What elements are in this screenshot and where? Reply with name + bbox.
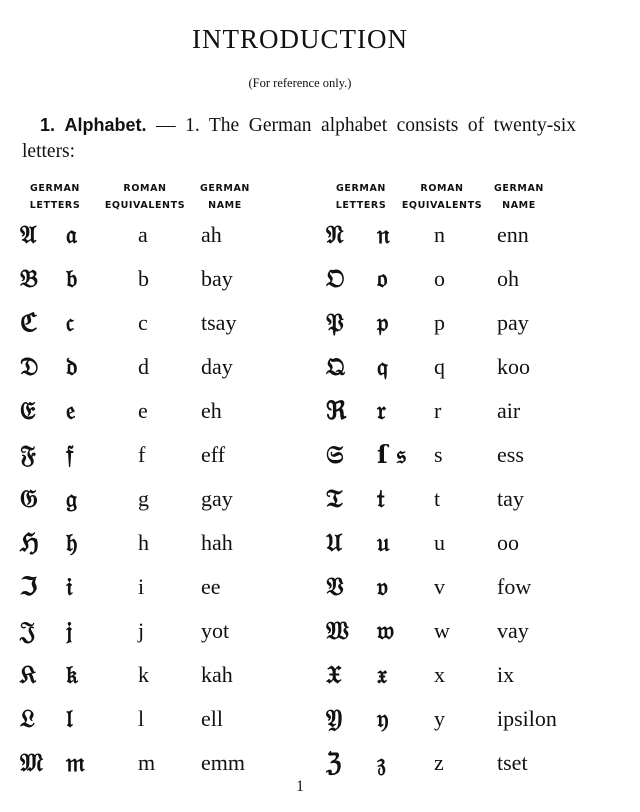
section-number: 1. [40, 115, 56, 135]
fraktur-lower-letter: 𝔥 [66, 528, 78, 557]
german-name: air [497, 398, 521, 423]
german-name: emm [201, 750, 245, 775]
fraktur-lower-letter: 𝔠 [66, 308, 74, 337]
german-name: ell [201, 706, 223, 731]
fraktur-upper-letter: 𝔒 [326, 264, 345, 293]
fraktur-upper-letter: 𝔏 [20, 704, 35, 733]
fraktur-upper-letter: 𝔑 [326, 220, 344, 249]
header-german-letters-right-line1: GERMAN [336, 183, 386, 194]
german-name: koo [497, 354, 530, 379]
german-name: vay [497, 618, 529, 643]
fraktur-upper-letter: 𝔖 [326, 440, 344, 469]
german-name: pay [497, 310, 529, 335]
roman-equivalent: i [138, 574, 145, 599]
roman-equivalent: r [434, 398, 442, 423]
paragraph-text: — 1. The German alphabet consists of twenty-six letters: [22, 115, 576, 162]
fraktur-upper-letter: 𝔛 [326, 660, 342, 689]
roman-equivalent: d [138, 354, 149, 379]
german-name: day [201, 354, 233, 379]
fraktur-lower-letter: 𝔱 [377, 484, 385, 513]
fraktur-lower-letter: 𝔡 [66, 352, 78, 381]
roman-equivalent: e [138, 398, 148, 423]
fraktur-lower-letter: 𝔭 [377, 308, 389, 337]
fraktur-lower-letter: ſ 𝔰 [377, 440, 406, 469]
roman-equivalent: k [138, 662, 149, 687]
fraktur-lower-letter: 𝔶 [377, 704, 389, 733]
fraktur-upper-letter: 𝔉 [20, 440, 36, 469]
fraktur-upper-letter: 𝔇 [20, 352, 39, 381]
fraktur-upper-letter: 𝔚 [326, 616, 349, 645]
german-name: ee [201, 574, 221, 599]
header-german-name [196, 180, 254, 214]
fraktur-upper-letter: 𝔐 [20, 748, 44, 777]
roman-equivalent: g [138, 486, 149, 511]
roman-equivalent: s [434, 442, 443, 467]
fraktur-lower-letter: 𝔩 [66, 704, 73, 733]
fraktur-upper-letter: 𝔓 [326, 308, 344, 337]
fraktur-upper-letter: 𝔘 [326, 528, 343, 557]
fraktur-upper-letter: 𝔈 [20, 396, 36, 425]
german-name: tset [497, 750, 528, 775]
german-name: eh [201, 398, 222, 423]
fraktur-lower-letter: 𝔳 [377, 572, 389, 601]
page-subtitle: (For reference only.) [248, 76, 352, 90]
german-name: kah [201, 662, 233, 687]
roman-equivalent: z [434, 750, 444, 775]
page-title: INTRODUCTION [192, 24, 408, 54]
roman-equivalent: h [138, 530, 149, 555]
german-name: yot [201, 618, 230, 643]
fraktur-upper-letter: 𝔙 [326, 572, 344, 601]
fraktur-lower-letter: 𝔫 [377, 220, 390, 249]
roman-equivalent: y [434, 706, 445, 731]
german-name: oo [497, 530, 519, 555]
roman-equivalent: m [138, 750, 156, 775]
roman-equivalent: p [434, 310, 445, 335]
roman-equivalent: a [138, 222, 148, 247]
fraktur-lower-letter: 𝔷 [377, 748, 386, 777]
fraktur-upper-letter: 𝔔 [326, 352, 345, 381]
fraktur-lower-letter: 𝔲 [377, 528, 390, 557]
fraktur-upper-letter: ℌ [20, 528, 39, 557]
fraktur-lower-letter: 𝔟 [66, 264, 78, 293]
fraktur-upper-letter: ℜ [326, 396, 347, 425]
fraktur-lower-letter: 𝔞 [66, 220, 77, 249]
header-german-letters-right [332, 180, 390, 214]
fraktur-lower-letter: 𝔢 [66, 396, 76, 425]
header-german-name-line1: GERMAN [200, 183, 250, 194]
page-number: 1 [296, 778, 304, 795]
fraktur-lower-letter: 𝔵 [377, 660, 388, 689]
fraktur-upper-letter: ℭ [20, 308, 38, 337]
fraktur-upper-letter: 𝔄 [20, 220, 37, 249]
fraktur-lower-letter: 𝔨 [66, 660, 78, 689]
roman-equivalent: w [434, 618, 450, 643]
roman-equivalent: n [434, 222, 445, 247]
fraktur-upper-letter: ℑ [20, 572, 38, 601]
header-roman-equivalents [102, 180, 188, 214]
intro-paragraph [22, 112, 576, 165]
section-title: Alphabet. [64, 115, 147, 135]
german-name: tay [497, 486, 524, 511]
header-german-name-right-line2: NAME [502, 200, 536, 211]
german-name: fow [497, 574, 532, 599]
fraktur-lower-letter: 𝔧 [66, 616, 73, 645]
header-german-letters-line1: GERMAN [30, 183, 80, 194]
header-german-letters [26, 180, 84, 214]
german-name: bay [201, 266, 233, 291]
roman-equivalent: v [434, 574, 445, 599]
roman-equivalent: u [434, 530, 445, 555]
header-roman-equivalents-right [398, 180, 486, 214]
roman-equivalent: t [434, 486, 441, 511]
roman-equivalent: j [138, 618, 145, 643]
header-german-name-right [490, 180, 548, 214]
header-german-letters-line2: LETTERS [29, 200, 81, 211]
fraktur-lower-letter: 𝔦 [66, 572, 73, 601]
fraktur-upper-letter: 𝔜 [326, 704, 343, 733]
fraktur-upper-letter: 𝔎 [20, 660, 37, 689]
roman-equivalent: o [434, 266, 445, 291]
fraktur-lower-letter: 𝔯 [377, 396, 386, 425]
header-german-name-right-line1: GERMAN [494, 183, 544, 194]
header-german-letters-right-line2: LETTERS [335, 200, 387, 211]
header-roman-equivalents-right-line2: EQUIVALENTS [401, 200, 483, 211]
german-name: ah [201, 222, 222, 247]
roman-equivalent: f [138, 442, 146, 467]
german-name: ess [497, 442, 524, 467]
fraktur-upper-letter: 𝔗 [326, 484, 343, 513]
roman-equivalent: l [138, 706, 145, 731]
german-name: tsay [201, 310, 237, 335]
german-name: oh [497, 266, 519, 291]
fraktur-upper-letter: ℨ [326, 748, 342, 777]
german-name: ix [497, 662, 515, 687]
header-roman-equivalents-line2: EQUIVALENTS [104, 200, 186, 211]
fraktur-lower-letter: 𝔪 [66, 748, 85, 777]
fraktur-lower-letter: 𝔴 [377, 616, 395, 645]
german-name: gay [201, 486, 233, 511]
header-roman-equivalents-line1: ROMAN [123, 183, 167, 194]
roman-equivalent: b [138, 266, 149, 291]
german-name: ipsilon [497, 706, 557, 731]
roman-equivalent: c [138, 310, 148, 335]
header-german-name-line2: NAME [208, 200, 242, 211]
roman-equivalent: q [434, 354, 445, 379]
fraktur-lower-letter: 𝔣 [66, 440, 74, 469]
header-roman-equivalents-right-line1: ROMAN [420, 183, 464, 194]
roman-equivalent: x [434, 662, 445, 687]
german-name: hah [201, 530, 233, 555]
fraktur-upper-letter: 𝔅 [20, 264, 39, 293]
german-name: eff [201, 442, 226, 467]
fraktur-upper-letter: 𝔍 [20, 616, 36, 645]
german-name: enn [497, 222, 529, 247]
fraktur-lower-letter: 𝔮 [377, 352, 388, 381]
fraktur-lower-letter: 𝔬 [377, 264, 388, 293]
fraktur-lower-letter: 𝔤 [66, 484, 78, 513]
fraktur-upper-letter: 𝔊 [20, 484, 38, 513]
